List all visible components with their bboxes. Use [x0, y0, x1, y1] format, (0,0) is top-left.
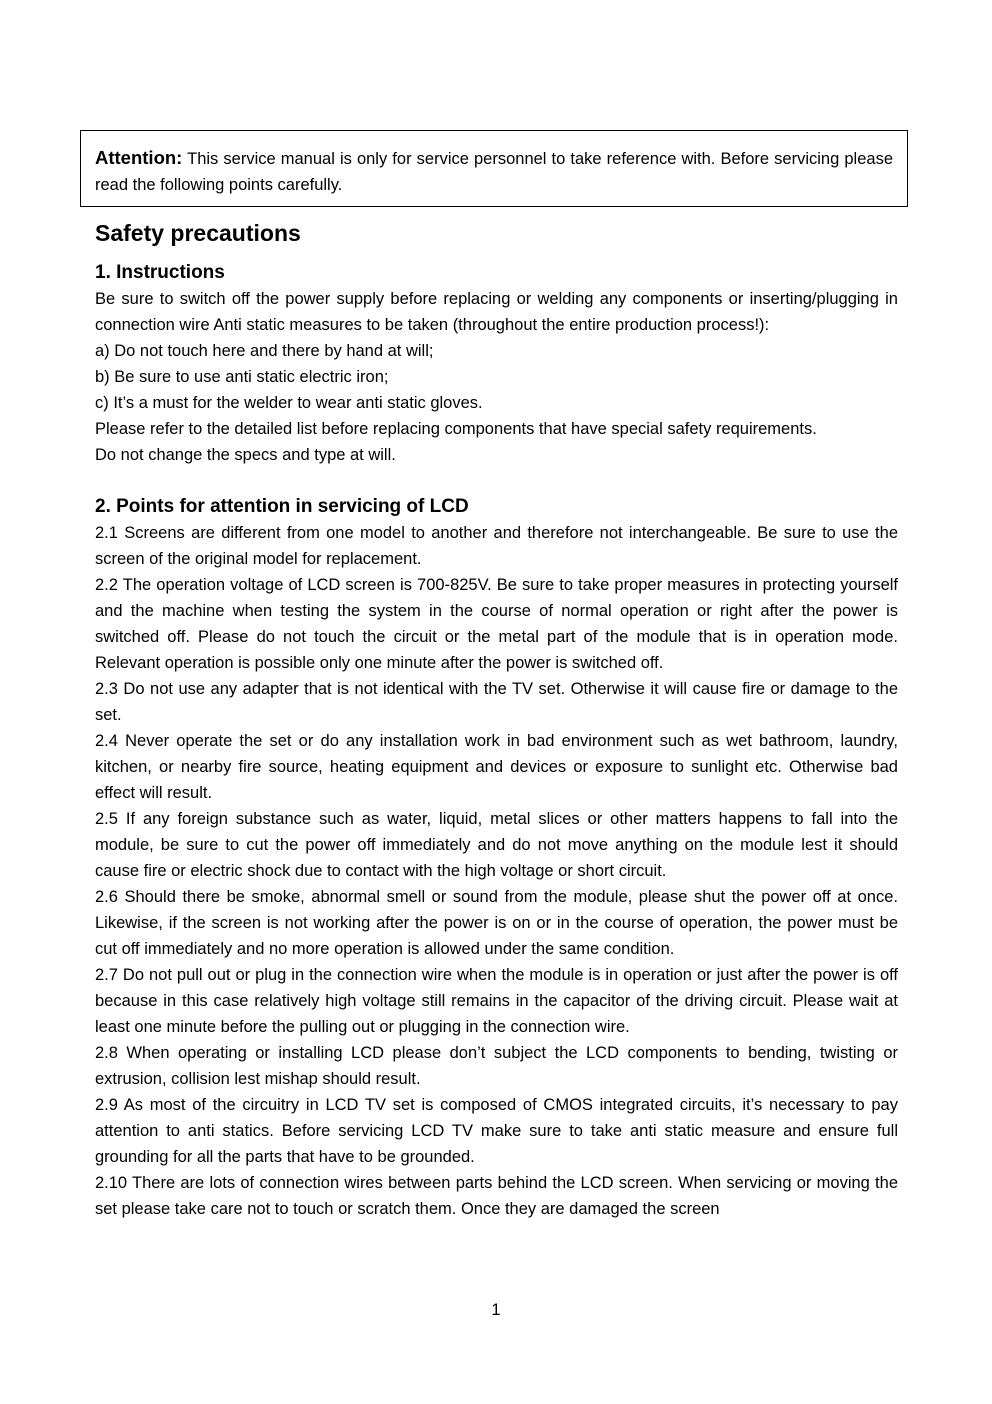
instructions-note: Please refer to the detailed list before replacing components that have special safety requirements.: [95, 420, 817, 438]
lcd-point: 2.2 The operation voltage of LCD screen is 700-825V. Be sure to take proper measures in protecting yourself and the machine when testing the system in the course of normal operation or right after the power is switched off. Please do not touch the circuit or the metal part of the module that is in operation mode. Relevant operation is possible only one minute after the power is switched off.: [95, 576, 898, 672]
lcd-point: 2.7 Do not pull out or plug in the connection wire when the module is in operation or just after the power is off because in this case relatively high voltage still remains in the capacitor of the driving circuit. Please wait at least one minute before the pulling out or plugging in the connection wire.: [95, 966, 898, 1036]
lcd-point: 2.6 Should there be smoke, abnormal smell or sound from the module, please shut the power off at once. Likewise, if the screen is not working after the power is on or in the course of operation, the power must be cut off immediately and no more operation is allowed under the same condition.: [95, 888, 898, 958]
attention-text: This service manual is only for service personnel to take reference with. Before servicing please read the following points carefully.: [95, 150, 893, 194]
lcd-point: 2.3 Do not use any adapter that is not identical with the TV set. Otherwise it will cause fire or damage to the set.: [95, 680, 898, 724]
section-title: Safety precautions: [95, 220, 301, 246]
attention-label: Attention:: [95, 147, 183, 168]
instruction-item: a) Do not touch here and there by hand at will;: [95, 342, 434, 360]
main-content: [95, 216, 898, 1222]
instruction-item: b) Be sure to use anti static electric iron;: [95, 368, 389, 386]
instructions-intro: Be sure to switch off the power supply before replacing or welding any components or inserting/plugging in connection wire Anti static measures to be taken (throughout the entire production process!):: [95, 290, 898, 334]
lcd-point: 2.4 Never operate the set or do any installation work in bad environment such as wet bathroom, laundry, kitchen, or nearby fire source, heating equipment and devices or exposure to sunlight etc. Otherwise bad effect will result.: [95, 732, 898, 802]
instructions-heading: 1. Instructions: [95, 262, 225, 283]
lcd-point: 2.8 When operating or installing LCD please don’t subject the LCD components to bending, twisting or extrusion, collision lest mishap should result.: [95, 1044, 898, 1088]
lcd-heading: 2. Points for attention in servicing of LCD: [95, 496, 469, 517]
instruction-item: c) It’s a must for the welder to wear anti static gloves.: [95, 394, 483, 412]
page-number: 1: [491, 1301, 501, 1319]
lcd-point: 2.10 There are lots of connection wires between parts behind the LCD screen. When servicing or moving the set please take care not to touch or scratch them. Once they are damaged the screen: [95, 1174, 898, 1218]
instructions-note: Do not change the specs and type at will.: [95, 446, 396, 464]
lcd-point: 2.5 If any foreign substance such as water, liquid, metal slices or other matters happens to fall into the module, be sure to cut the power off immediately and do not move anything on the module lest it should cause fire or electric shock due to contact with the high voltage or short circuit.: [95, 810, 898, 880]
lcd-point: 2.1 Screens are different from one model to another and therefore not interchangeable. Be sure to use the screen of the original model for replacement.: [95, 524, 898, 568]
attention-box: [80, 130, 908, 207]
lcd-point: 2.9 As most of the circuitry in LCD TV set is composed of CMOS integrated circuits, it’s necessary to pay attention to anti statics. Before servicing LCD TV make sure to take anti static measure and ensure full grounding for all the parts that have to be grounded.: [95, 1096, 898, 1166]
